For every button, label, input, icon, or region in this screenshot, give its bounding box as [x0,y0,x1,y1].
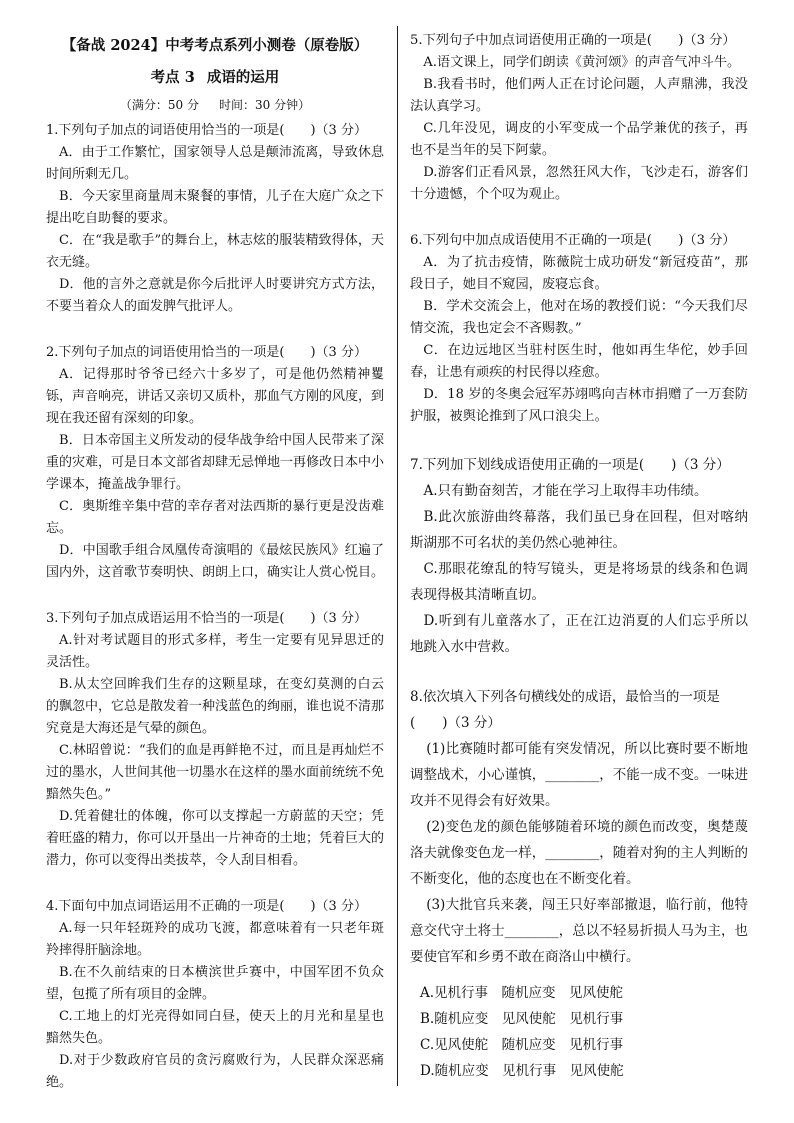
exam-meta [46,94,384,116]
topic-name: 成语的运用 [206,69,280,86]
option-d: D.听到有儿童落水了，正在江边消夏的人们忘乎所以地跳入水中营救。 [410,613,748,655]
option-c: C.几年没见，调皮的小军变成一个品学兼优的孩子，再也不是当年的吴下阿蒙。 [410,121,748,158]
question-7 [410,452,748,660]
question-4 [46,896,384,1094]
right-column [410,30,748,1084]
time-limit: 时间：30 分钟） [219,98,311,112]
question-stem: 5.下列句子中加点词语使用正确的一项是( )（3 分） [410,33,736,48]
passage-2: (2)变色龙的颜色能够随着环境的颜色而改变，奥楚蔑洛夫就像变色龙一样，________，随着对狗的主人判断的不断变化，他的态度也在不断变化着。 [410,819,748,887]
question-stem: 3.下列句子加点成语运用不恰当的一项是( )（3 分） [46,611,367,626]
option-c: C.那眼花缭乱的特写镜头，更是将场景的线条和色调表现得极其清晰直切。 [410,561,748,603]
option-a: A．由于工作繁忙，国家领导人总是颠沛流离，导致休息时间所剩无几。 [46,145,384,182]
column-divider [397,26,398,1086]
answer-options [410,980,748,1084]
option-b: B.在不久前结束的日本横滨世乒赛中，中国军团不负众望，包揽了所有项目的金牌。 [46,965,384,1002]
option-a: A.只有勤奋刻苦，才能在学习上取得丰功伟绩。 [423,483,708,499]
option-a: A.针对考试题目的形式多样，考生一定要有见异思迁的灵活性。 [46,633,384,670]
option-d: D.随机应变 见机行事 见风使舵 [420,1063,624,1079]
option-b: B.此次旅游曲终幕落，我们虽已身在回程，但对喀纳斯湖那不可名状的美仍然心驰神往。 [410,509,748,551]
option-b: B．今天家里商量周末聚餐的事情，儿子在大庭广众之下提出吃自助餐的要求。 [46,189,384,226]
question-stem: 1.下列句子加点的词语使用恰当的一项是( )（3 分） [46,123,367,138]
question-3 [46,608,384,872]
option-c: C.林昭曾说：“我们的血是再鲜艳不过，而且是再灿烂不过的墨水，人世间其他一切墨水在这样的墨水面前统统不免黯然失色。” [46,743,385,802]
paper-title: 【备战 2024】中考考点系列小测卷（原卷版） [61,37,369,54]
option-b: B.从太空回眸我们生存的这颗星球，在变幻莫测的白云的飘忽中，它总是散发着一种浅蓝色的绚丽，谁也说不清那究竟是大海还是气晕的颜色。 [46,677,385,736]
option-b: B．学术交流会上，他对在场的教授们说：“今天我们尽情交流，我也定会不吝赐教。” [410,299,748,336]
option-c: C．奥斯维辛集中营的幸存者对法西斯的暴行更是没齿难忘。 [46,499,384,536]
option-d: D.凭着健壮的体魄，你可以支撑起一方蔚蓝的天空；凭着旺盛的精力，你可以开垦出一片神奇的土地；凭着巨大的潜力，你可以变得出类拔萃，令人刮目相看。 [46,809,385,868]
question-stem: 7.下列加下划线成语使用正确的一项是( )（3 分） [410,457,730,473]
option-b: B．日本帝国主义所发动的侵华战争给中国人民带来了深重的灾难，可是日本文部省却肆无忌惮地一再修改日本中小学课本，掩盖战争罪行。 [46,433,385,492]
option-c: C.见风使舵 随机应变 见机行事 [420,1037,624,1053]
option-a: A．为了抗击疫情，陈薇院士成功研发“新冠疫苗”，那段日子，她目不窥园，废寝忘食。 [410,255,748,292]
topic-label: 考点 3 [150,69,195,86]
option-b: B.随机应变 见风使舵 见机行事 [420,1011,624,1027]
question-1 [46,120,384,318]
passage-1: (1)比赛随时都可能有突发情况，所以比赛时要不断地调整战术，小心谨慎，________，不能一成不变。一味进攻并不见得会有好效果。 [410,741,748,809]
option-b: B.我看书时，他们两人正在讨论问题，人声鼎沸，我没法认真学习。 [410,77,748,114]
topic-heading [46,66,384,90]
option-d: D.游客们正看风景，忽然狂风大作，飞沙走石，游客们十分遗憾，个个叹为观止。 [410,165,748,202]
question-5 [410,30,748,206]
option-d: D．18 岁的冬奥会冠军苏翊鸣向吉林市捐赠了一万套防护服，被舆论推到了风口浪尖上。 [410,387,748,424]
option-d: D．他的言外之意就是你今后批评人时要讲究方式方法，不要当着众人的面发脾气批评人。 [46,277,384,314]
option-a: A.见机行事 随机应变 见风使舵 [420,985,624,1001]
question-stem: 4.下面句中加点词语运用不正确的一项是( )（3 分） [46,899,367,914]
option-a: A.语文课上，同学们朗读《黄河颂》的声音气冲斗牛。 [423,55,741,70]
passage-3: (3)大批官兵来袭，闯王只好率部撤退，临行前，他特意交代守土将士________，总以不轻易折损人马为主，也要使官军和乡勇不敢在商洛山中横行。 [410,897,748,965]
question-6 [410,230,748,428]
option-c: C．在边远地区当驻村医生时，他如再生华佗，妙手回春，让患有顽疾的村民得以痊愈。 [410,343,748,380]
option-c: C．在“我是歌手”的舞台上，林志炫的服装精致得体，天衣无缝。 [46,233,384,270]
option-d: D.对于少数政府官员的贪污腐败行为，人民群众深恶痛绝。 [46,1053,384,1090]
option-d: D．中国歌手组合凤凰传奇演唱的《最炫民族风》红遍了国内外，这首歌节奏明快、朗朗上口，确实让人赏心悦目。 [46,543,385,580]
option-c: C.工地上的灯光亮得如同白昼，使天上的月光和星星也黯然失色。 [46,1009,384,1046]
question-stem: 6.下列句中加点成语使用不正确的一项是( )（3 分） [410,233,736,248]
left-column [46,30,384,1094]
option-a: A.每一只年轻斑羚的成功飞渡，都意味着有一只老年斑羚摔得肝脑涂地。 [46,921,384,958]
option-a: A．记得那时爷爷已经六十多岁了，可是他仍然精神矍铄，声音响亮，讲话又亲切又质朴，那血气方刚的风度，到现在我还留有深刻的印象。 [46,367,385,426]
question-2 [46,342,384,584]
question-stem: 2.下列句子加点的词语使用恰当的一项是( )（3 分） [46,345,367,360]
question-8 [410,684,748,1084]
question-stem: 8.依次填入下列各句横线处的成语，最恰当的一项是( )（3 分） [410,689,720,731]
full-score: （满分：50 分 [119,98,199,112]
